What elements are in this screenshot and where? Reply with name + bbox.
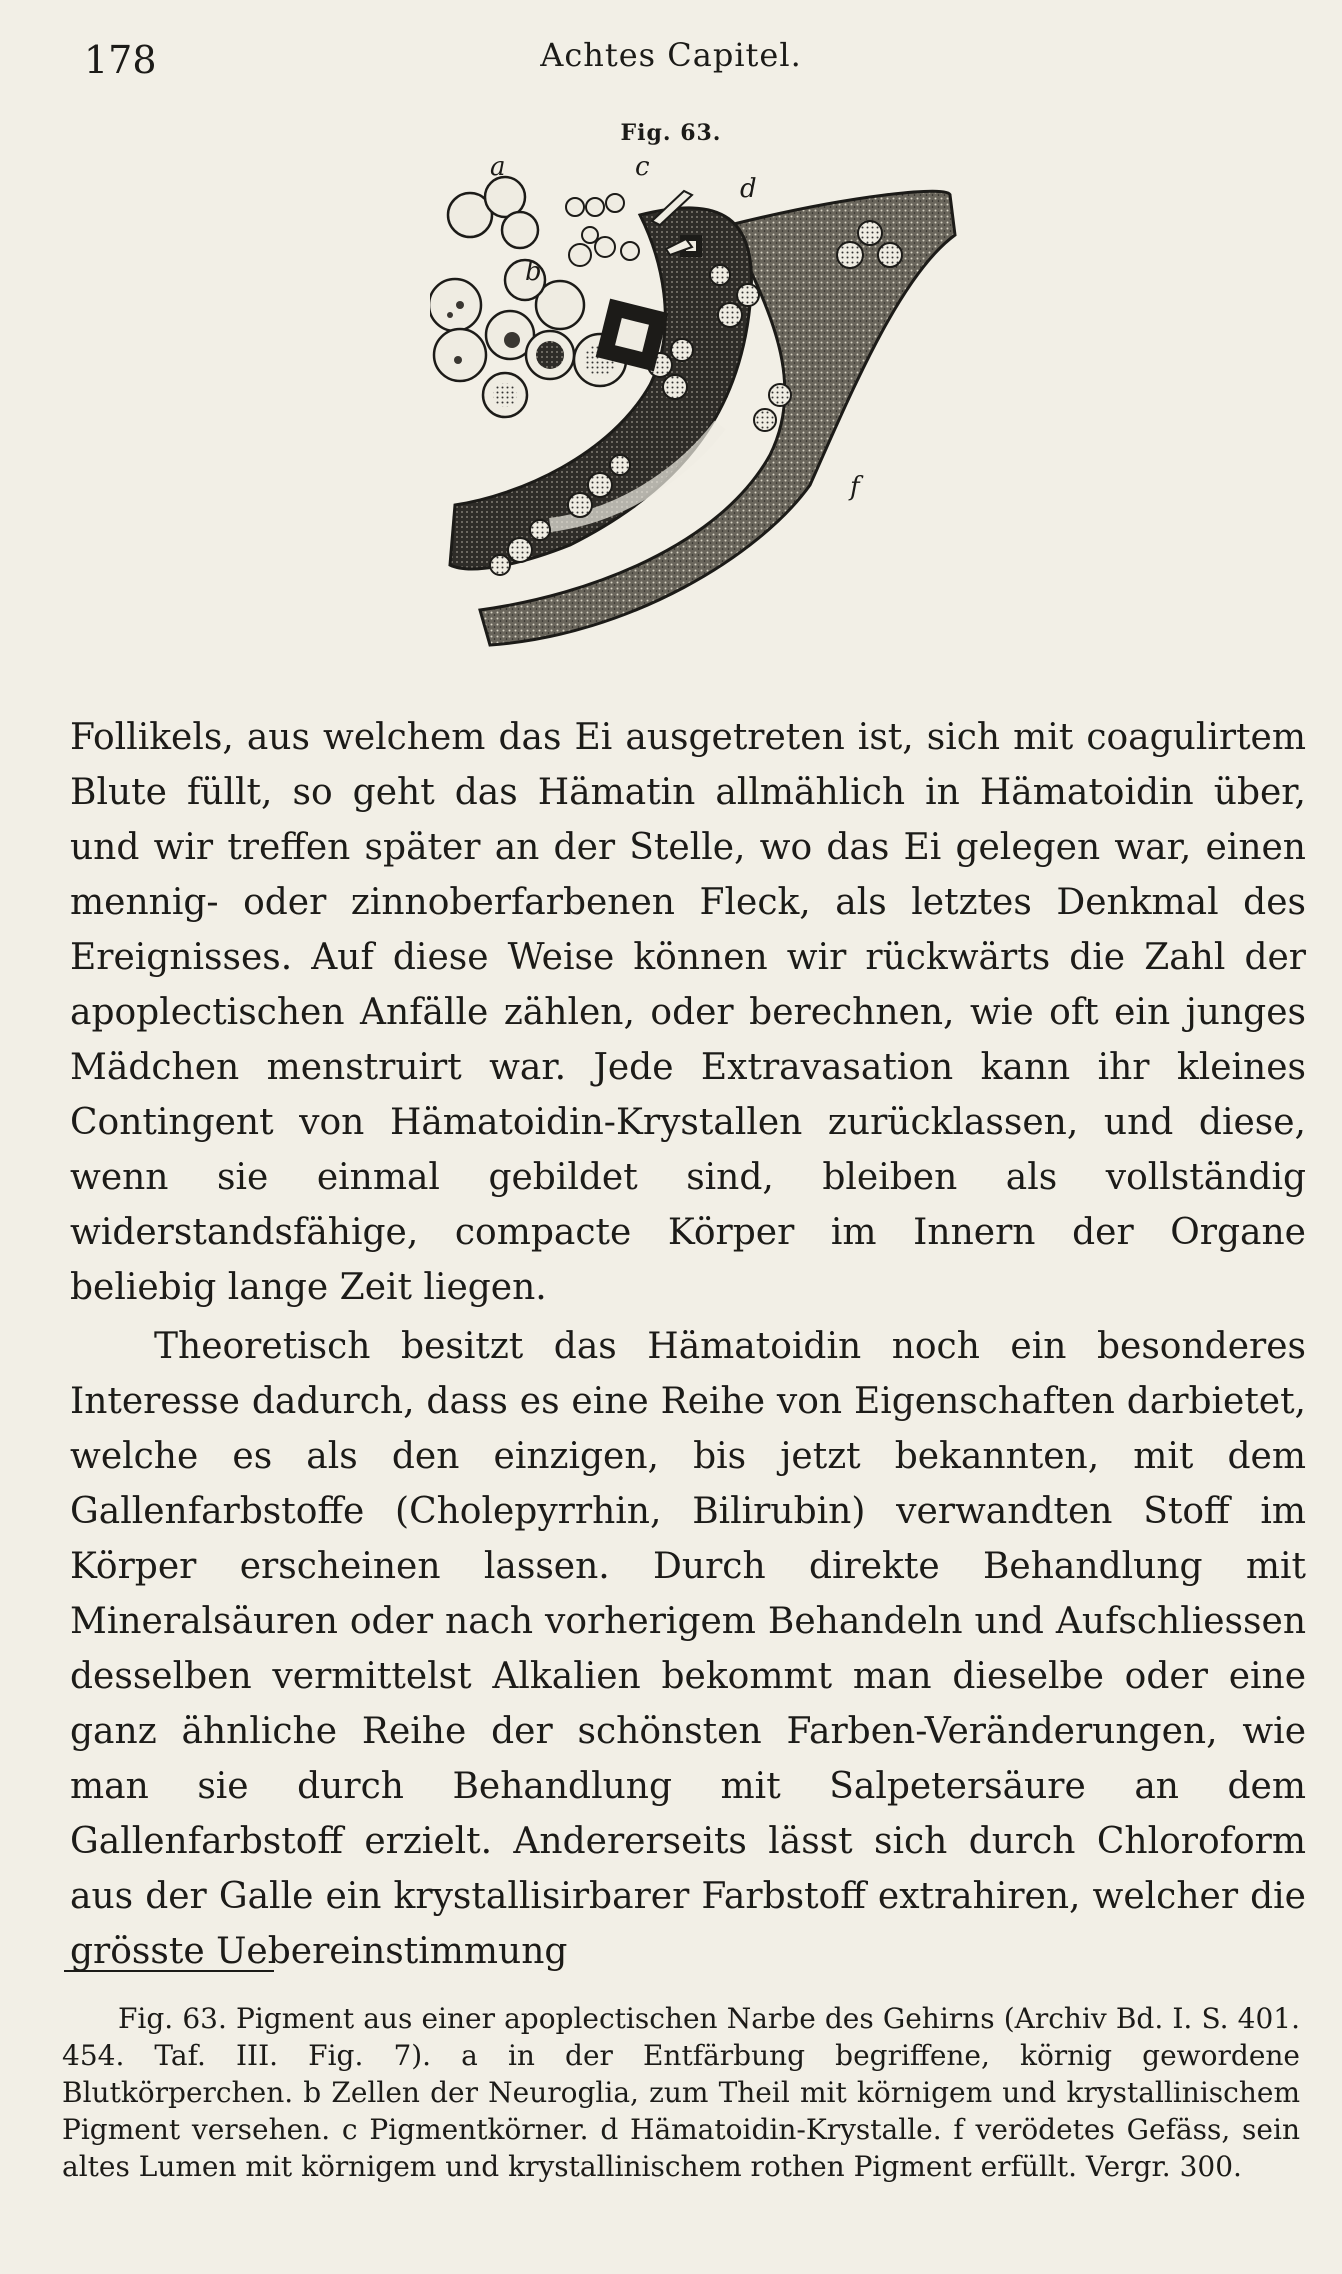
footnote-divider bbox=[64, 1970, 274, 1972]
paragraph: Follikels, aus welchem das Ei ausgetreten ist, sich mit coagulirtem Blute füllt, so geht das Hämatin allmählich in Hämatoidin über, und wir treffen später an der Stelle, wo das Ei gelegen war, einen mennig- oder zinnoberfarbenen Fleck, als letztes Denkmal des Ereignisses. Auf diese Weise können wir rückwärts die Zahl der apoplectischen Anfälle zählen, oder berechnen, wie oft ein junges Mädchen menstruirt war. Jede Extravasation kann ihr kleines Contingent von Hämatoidin-Krystallen zurücklassen, und diese, wenn sie einmal gebildet sind, bleiben als vollständig widerstandsfähige, compacte Körper im Innern der Organe beliebig lange Zeit liegen. bbox=[70, 717, 1306, 1308]
page-number: 178 bbox=[84, 38, 157, 82]
figure-footnote bbox=[62, 2000, 1300, 2185]
paragraph: Theoretisch besitzt das Hämatoidin noch ein besonderes Interesse dadurch, dass es eine Reihe von Eigenschaften darbietet, welche es als den einzigen, bis jetzt bekannten, mit dem Gallenfarbstoffe (Cholepyrrhin, Bilirubin) verwandten Stoff im Körper erscheinen lassen. Durch direkte Behandlung mit Mineralsäuren oder nach vorherigem Behandeln und Aufschliessen desselben vermittelst Alkalien bekommt man dieselbe oder eine ganz ähnliche Reihe der schönsten Farben-Veränderungen, wie man sie durch Behandlung mit Salpetersäure an dem Gallenfarbstoff erzielt. Andererseits lässt sich durch Chloroform aus der Galle ein krystallisirbarer Farbstoff extrahiren, welcher die grösste Uebereinstimmung bbox=[70, 1326, 1306, 1972]
figure-letter-c: c bbox=[635, 155, 650, 182]
figure-letter-d: d bbox=[740, 174, 757, 204]
page-header bbox=[66, 30, 1276, 90]
running-title: Achtes Capitel. bbox=[540, 36, 802, 74]
footnote-text: Fig. 63. Pigment aus einer apoplectischen Narbe des Gehirns (Archiv Bd. I. S. 401. 454. Taf. III. Fig. 7). a in der Entfärbung begriffene, körnig gewordene Blutkörperchen. b Zellen der Neuroglia, zum Theil mit körnigem und krystallinischem Pigment versehen. c Pigmentkörner. d Hämatoidin-Krystalle. f verödetes Gefäss, sein altes Lumen mit körnigem und krystallinischem rothen Pigment erfüllt. Vergr. 300. bbox=[62, 2002, 1300, 2183]
figure-illustration bbox=[430, 155, 990, 660]
figure-letter-f: f bbox=[850, 472, 860, 502]
figure-letter-a: a bbox=[490, 155, 506, 182]
figure-letter-b: b bbox=[525, 257, 542, 287]
figure-label: Fig. 63. bbox=[620, 120, 722, 146]
body-text bbox=[70, 710, 1306, 1979]
pigment-granules bbox=[566, 194, 639, 266]
